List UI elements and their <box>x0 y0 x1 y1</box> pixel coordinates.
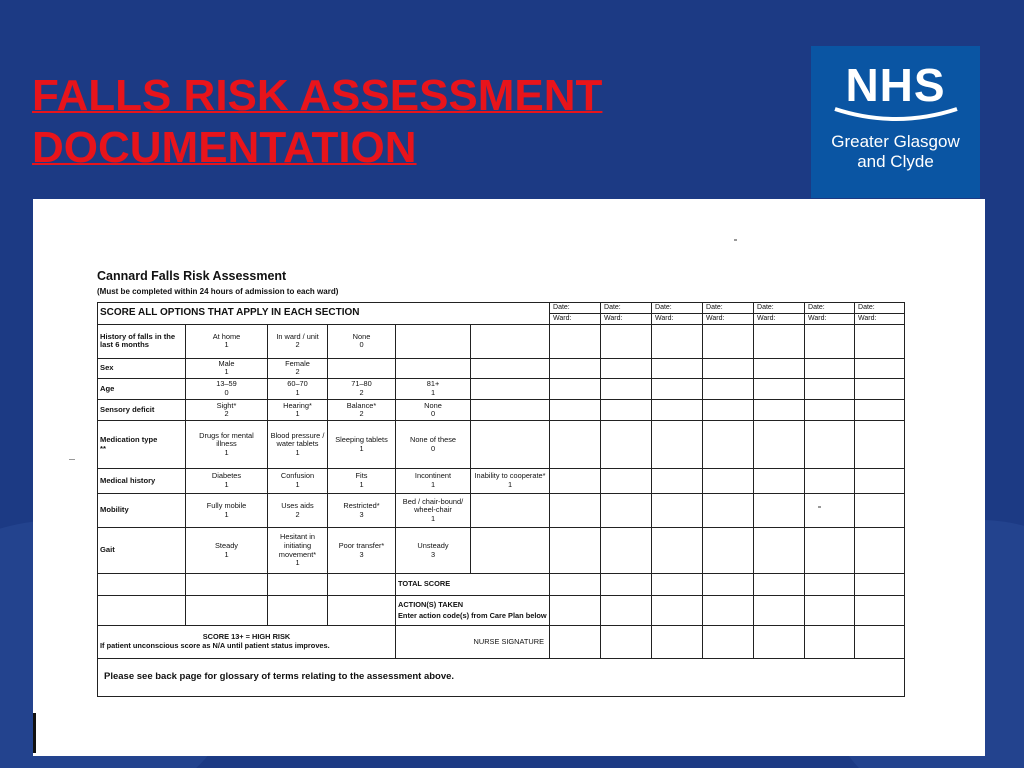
criteria-option: Sleeping tablets 1 <box>328 421 396 468</box>
score-entry-cell[interactable] <box>754 400 805 421</box>
criteria-row <box>98 325 905 358</box>
score-entry-cell[interactable] <box>855 421 905 468</box>
criteria-option: At home 1 <box>186 325 268 358</box>
glossary-note: Please see back page for glossary of terms relating to the assessment above. <box>98 658 905 696</box>
score-entry-cell[interactable] <box>805 325 855 358</box>
score-entry-cell[interactable] <box>805 573 855 595</box>
actions-taken-hint: Enter action code(s) from Care Plan below <box>398 611 547 621</box>
criteria-option: Restricted* 3 <box>328 493 396 527</box>
score-entry-cell[interactable] <box>855 573 905 595</box>
logo-swoosh-icon <box>833 107 959 123</box>
blank-cell <box>328 573 396 595</box>
score-entry-cell[interactable] <box>703 378 754 399</box>
score-entry-cell[interactable] <box>550 325 601 358</box>
criteria-option <box>471 378 550 399</box>
actions-taken-label: ACTION(S) TAKEN <box>398 599 464 609</box>
score-entry-cell[interactable] <box>754 468 805 493</box>
score-entry-cell[interactable] <box>805 358 855 378</box>
score-entry-cell[interactable] <box>652 378 703 399</box>
date-cell: Date: <box>703 303 754 314</box>
criteria-option: Male 1 <box>186 358 268 378</box>
criteria-option: None of these 0 <box>396 421 471 468</box>
score-entry-cell[interactable] <box>805 421 855 468</box>
score-entry-cell[interactable] <box>855 325 905 358</box>
score-entry-cell[interactable] <box>652 358 703 378</box>
score-entry-cell[interactable] <box>703 573 754 595</box>
score-entry-cell[interactable] <box>754 378 805 399</box>
scan-edge-mark <box>33 713 36 753</box>
score-entry-cell[interactable] <box>703 421 754 468</box>
nhs-logo-org-line2: and Clyde <box>857 152 934 171</box>
criteria-label: Gait <box>98 528 186 573</box>
score-entry-cell[interactable] <box>550 528 601 573</box>
criteria-row <box>98 421 905 468</box>
criteria-row <box>98 400 905 421</box>
date-cell: Date: <box>754 303 805 314</box>
risk-assessment-table <box>97 302 905 697</box>
criteria-option: 71–80 2 <box>328 378 396 399</box>
actions-taken-cell <box>396 596 550 626</box>
nhs-logo-org-line1: Greater Glasgow <box>831 132 960 151</box>
score-entry-cell[interactable] <box>805 378 855 399</box>
score-entry-cell[interactable] <box>855 493 905 527</box>
score-entry-cell[interactable] <box>855 468 905 493</box>
action-entry-cell[interactable] <box>652 596 703 626</box>
ward-cell: Ward: <box>855 314 905 325</box>
action-entry-cell[interactable] <box>601 596 652 626</box>
blank-cell <box>268 596 328 626</box>
form-title: Cannard Falls Risk Assessment <box>97 269 287 283</box>
score-entry-cell[interactable] <box>601 493 652 527</box>
nurse-signature-label: NURSE SIGNATURE <box>396 626 550 658</box>
ward-cell: Ward: <box>805 314 855 325</box>
criteria-row <box>98 528 905 573</box>
action-entry-cell[interactable] <box>550 596 601 626</box>
criteria-option <box>471 528 550 573</box>
criteria-option: Confusion 1 <box>268 468 328 493</box>
score-entry-cell[interactable] <box>855 400 905 421</box>
criteria-option: Drugs for mental illness 1 <box>186 421 268 468</box>
score-entry-cell[interactable] <box>805 493 855 527</box>
score-entry-cell[interactable] <box>550 421 601 468</box>
score-entry-cell[interactable] <box>652 421 703 468</box>
score-entry-cell[interactable] <box>652 493 703 527</box>
nhs-logo-brand: NHS <box>845 59 946 111</box>
score-entry-cell[interactable] <box>754 358 805 378</box>
total-score-label: TOTAL SCORE <box>396 573 550 595</box>
criteria-label: Age <box>98 378 186 399</box>
slide-title <box>32 70 602 174</box>
score-entry-cell[interactable] <box>754 421 805 468</box>
criteria-option: Steady 1 <box>186 528 268 573</box>
form-subtitle: (Must be completed within 24 hours of admission to each ward) <box>97 287 339 296</box>
criteria-option: Hearing* 1 <box>268 400 328 421</box>
criteria-option <box>396 325 471 358</box>
score-entry-cell[interactable] <box>805 400 855 421</box>
criteria-option <box>471 400 550 421</box>
score-entry-cell[interactable] <box>601 325 652 358</box>
score-entry-cell[interactable] <box>550 468 601 493</box>
score-entry-cell[interactable] <box>855 358 905 378</box>
signature-entry-cell[interactable] <box>805 626 855 658</box>
ward-cell: Ward: <box>550 314 601 325</box>
score-entry-cell[interactable] <box>703 400 754 421</box>
criteria-label: Medication type ** <box>98 421 186 468</box>
date-cell: Date: <box>652 303 703 314</box>
criteria-option: None 0 <box>396 400 471 421</box>
score-entry-cell[interactable] <box>652 468 703 493</box>
nhs-logo <box>811 46 980 198</box>
score-entry-cell[interactable] <box>805 468 855 493</box>
criteria-label: Mobility <box>98 493 186 527</box>
signature-entry-cell[interactable] <box>652 626 703 658</box>
criteria-option <box>328 358 396 378</box>
signature-entry-cell[interactable] <box>754 626 805 658</box>
criteria-option <box>471 358 550 378</box>
action-entry-cell[interactable] <box>805 596 855 626</box>
action-entry-cell[interactable] <box>754 596 805 626</box>
ward-cell: Ward: <box>754 314 805 325</box>
score-entry-cell[interactable] <box>652 528 703 573</box>
criteria-option: Inability to cooperate* 1 <box>471 468 550 493</box>
score-entry-cell[interactable] <box>601 468 652 493</box>
criteria-option: Bed / chair-bound/ wheel-chair 1 <box>396 493 471 527</box>
slide-title-line1: FALLS RISK ASSESSMENT <box>32 71 603 120</box>
score-entry-cell[interactable] <box>601 400 652 421</box>
score-entry-cell[interactable] <box>703 358 754 378</box>
ward-cell: Ward: <box>601 314 652 325</box>
criteria-option: None 0 <box>328 325 396 358</box>
criteria-label: History of falls in the last 6 months <box>98 325 186 358</box>
criteria-option <box>471 493 550 527</box>
scan-speck <box>734 239 737 241</box>
score-entry-cell[interactable] <box>601 573 652 595</box>
criteria-label: Medical history <box>98 468 186 493</box>
assessment-form-scan <box>33 199 985 756</box>
score-entry-cell[interactable] <box>550 400 601 421</box>
signature-entry-cell[interactable] <box>855 626 905 658</box>
form-header: SCORE ALL OPTIONS THAT APPLY IN EACH SECTION <box>98 303 550 325</box>
criteria-option: Hesitant in initiating movement* 1 <box>268 528 328 573</box>
score-entry-cell[interactable] <box>550 358 601 378</box>
blank-cell <box>98 573 186 595</box>
score-entry-cell[interactable] <box>754 573 805 595</box>
criteria-row <box>98 358 905 378</box>
blank-cell <box>186 596 268 626</box>
criteria-option: Female 2 <box>268 358 328 378</box>
criteria-option <box>471 421 550 468</box>
criteria-option: Poor transfer* 3 <box>328 528 396 573</box>
action-entry-cell[interactable] <box>703 596 754 626</box>
criteria-label: Sensory deficit <box>98 400 186 421</box>
score-entry-cell[interactable] <box>652 325 703 358</box>
ward-cell: Ward: <box>652 314 703 325</box>
score-entry-cell[interactable] <box>652 573 703 595</box>
criteria-option: Fits 1 <box>328 468 396 493</box>
criteria-option: Blood pressure / water tablets 1 <box>268 421 328 468</box>
criteria-option: 13–59 0 <box>186 378 268 399</box>
score-entry-cell[interactable] <box>754 325 805 358</box>
score-entry-cell[interactable] <box>703 325 754 358</box>
score-entry-cell[interactable] <box>754 528 805 573</box>
score-entry-cell[interactable] <box>601 421 652 468</box>
criteria-option: In ward / unit 2 <box>268 325 328 358</box>
score-entry-cell[interactable] <box>703 493 754 527</box>
blank-cell <box>328 596 396 626</box>
criteria-option <box>471 325 550 358</box>
unconscious-note: If patient unconscious score as N/A until patient status improves. <box>100 640 330 650</box>
criteria-option: Incontinent 1 <box>396 468 471 493</box>
criteria-option: Sight* 2 <box>186 400 268 421</box>
action-entry-cell[interactable] <box>855 596 905 626</box>
blank-cell <box>268 573 328 595</box>
signature-entry-cell[interactable] <box>550 626 601 658</box>
criteria-option: Fully mobile 1 <box>186 493 268 527</box>
slide-title-line2: DOCUMENTATION <box>32 123 417 172</box>
criteria-option: Balance* 2 <box>328 400 396 421</box>
score-entry-cell[interactable] <box>855 378 905 399</box>
date-cell: Date: <box>601 303 652 314</box>
score-entry-cell[interactable] <box>805 528 855 573</box>
criteria-option: 60–70 1 <box>268 378 328 399</box>
scan-speck <box>69 459 75 460</box>
blank-cell <box>98 596 186 626</box>
score-entry-cell[interactable] <box>550 573 601 595</box>
ward-cell: Ward: <box>703 314 754 325</box>
criteria-option: 81+ 1 <box>396 378 471 399</box>
score-entry-cell[interactable] <box>601 378 652 399</box>
risk-threshold: SCORE 13+ = HIGH RISK <box>202 632 291 642</box>
score-entry-cell[interactable] <box>703 468 754 493</box>
criteria-row <box>98 468 905 493</box>
score-entry-cell[interactable] <box>601 358 652 378</box>
criteria-option: Diabetes 1 <box>186 468 268 493</box>
risk-note-cell <box>98 626 396 658</box>
criteria-row <box>98 493 905 527</box>
criteria-row <box>98 378 905 399</box>
date-cell: Date: <box>855 303 905 314</box>
criteria-option: Uses aids 2 <box>268 493 328 527</box>
score-entry-cell[interactable] <box>601 528 652 573</box>
score-entry-cell[interactable] <box>550 378 601 399</box>
signature-entry-cell[interactable] <box>601 626 652 658</box>
blank-cell <box>186 573 268 595</box>
date-cell: Date: <box>550 303 601 314</box>
criteria-option: Unsteady 3 <box>396 528 471 573</box>
signature-entry-cell[interactable] <box>703 626 754 658</box>
date-cell: Date: <box>805 303 855 314</box>
score-entry-cell[interactable] <box>550 493 601 527</box>
criteria-label: Sex <box>98 358 186 378</box>
criteria-option <box>396 358 471 378</box>
score-entry-cell[interactable] <box>652 400 703 421</box>
score-entry-cell[interactable] <box>754 493 805 527</box>
score-entry-cell[interactable] <box>855 528 905 573</box>
score-entry-cell[interactable] <box>703 528 754 573</box>
